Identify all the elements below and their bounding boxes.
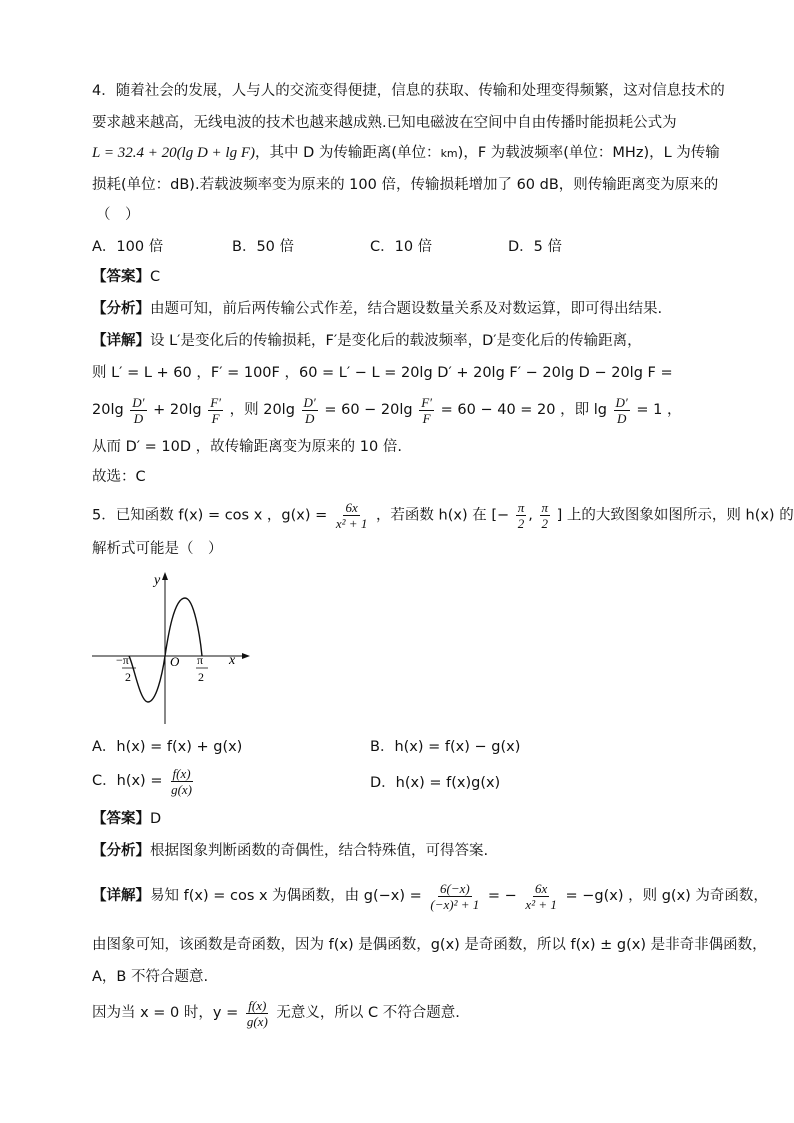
fraction-fg [169,766,194,797]
q4-stem-line1: 4．随着社会的发展，人与人的交流变得便捷，信息的获取、传输和处理变得频繁，这对信息技术的 [92,83,725,99]
text-seg: + 20lg [153,402,202,418]
text-seg: ] 上的大致图象如图所示，则 h(x) 的 [556,507,794,524]
text-seg: ，则 20lg [229,402,295,418]
neg-pi-label: −π [116,653,129,667]
frac-den: D [304,410,315,426]
detail-tag: 【详解】 [92,333,150,349]
fraction-d [302,395,318,426]
q4-stem-line2: 要求越来越高，无线电波的技术也越来越成熟.已知电磁波在空间中自由传播时能损耗公式为 [92,115,677,131]
q4-answer [92,266,160,288]
q5-option-d: D．h(x) = f(x)g(x) [370,775,501,791]
function-graph [92,566,252,726]
x-axis-arrow [242,653,250,659]
text-seg: = 60 − 40 = 20 ，即 lg [440,402,607,418]
q5-stem-line2: 解析式可能是（ ） [92,541,223,557]
frac-num: D′ [132,394,145,410]
q5-option-a: A．h(x) = f(x) + g(x) [92,739,243,755]
q4-option-a: A．100 倍 [92,239,164,255]
frac-num: f(x) [248,997,267,1013]
q4-stem-line3 [92,142,720,165]
q5-detail-line2: 由图象可知，该函数是奇函数，因为 f(x) 是偶函数，g(x) 是奇函数，所以 f(x) ± g(x) 是非奇非偶函数， [92,937,767,953]
q4-stem-line4: 损耗(单位：dB).若载波频率变为原来的 100 倍，传输损耗增加了 60 dB，则传输距离变为原来的 [92,177,719,193]
analysis-text: 由题可知，前后两传输公式作差，结合题设数量关系及对数运算，即可得出结果. [150,301,663,317]
pos-pi-label: π [197,653,204,667]
analysis-text: 根据图象判断函数的奇偶性，结合特殊值，可得答案. [150,843,489,859]
frac-num: F′ [421,394,433,410]
fraction-f [419,395,434,426]
q4-option-d: D．5 倍 [508,239,562,255]
frac-den: 2 [517,516,525,531]
q4-detail-line2: 则 L′ = L + 60 ，F′ = 100F ，60 = L′ − L = 20lg D′ + 20lg F′ − 20lg D − 20lg F = [92,365,673,381]
q4-detail-line1 [92,330,642,352]
frac-num: F′ [210,394,221,410]
q4-paren: （ ） [96,207,140,223]
text-seg: = −g(x) ，则 g(x) 为奇函数， [565,888,768,904]
answer-value: D [150,811,162,827]
neg-two-label: 2 [125,670,131,684]
text-seg: = 60 − 20lg [324,402,413,418]
q5-stem-line1: 5．已知函数 f(x) = cos x ，g(x) = $\frac{6x}{\text{x² + 1}}$ ，若函数 h(x) 在 [− $\frac{\pi}{2}$ , $\frac{\pi}{2}$ ] 上的大致图象如图所示，则 h(x) 的 [92,500,794,531]
frac-den: D [616,410,627,426]
frac-num: D′ [615,394,628,410]
frac-den: g(x) [171,781,193,797]
q5-answer [92,808,161,830]
text-seg: ，若函数 h(x) 在 [− [375,507,510,524]
text-seg: 无意义，所以 C 不符合题意. [276,1005,460,1021]
frac-den: x² + 1 [525,896,557,912]
q4-detail-line3 [92,392,681,428]
frac-num: f(x) [172,765,191,781]
q4-stem-line3-end: )，F 为载波频率(单位：MHz)，L 为传输 [457,145,720,161]
detail-text: 设 L′是变化后的传输损耗，F′是变化后的载波频率，D′是变化后的传输距离， [150,333,642,349]
fraction-pi [540,500,551,531]
text-seg: 易知 f(x) = cos x 为偶函数，由 g(−x) = [150,888,422,904]
q5-option-b: B．h(x) = f(x) − g(x) [370,739,521,755]
fraction-g-neg [428,881,481,912]
fraction-f [208,395,223,426]
answer-tag: 【答案】 [92,269,150,285]
answer-tag: 【答案】 [92,811,150,827]
q5-detail-line1 [92,878,768,914]
fraction-pi [516,500,527,531]
text-seg: 20lg [92,402,124,418]
answer-value: C [150,269,161,285]
frac-num: D′ [303,394,316,410]
q4-option-b: B．50 倍 [232,239,295,255]
frac-den: (−x)² + 1 [430,896,480,912]
fraction-d [130,395,146,426]
q5-detail-line4 [92,996,460,1030]
frac-den: F [422,410,431,426]
q4-analysis [92,298,662,320]
text-seg: = 1 ， [636,402,682,418]
text-seg: C．h(x) = [92,773,163,789]
frac-num: π [517,500,525,515]
y-axis-arrow [162,572,168,580]
fraction-d [614,395,630,426]
analysis-tag: 【分析】 [92,843,150,859]
text-seg: 因为当 x = 0 时，y = [92,1005,239,1021]
y-label: y [154,573,161,588]
q4-stem-line3-mid: ，其中 D 为传输距离(单位： [255,145,441,161]
pos-two-label: 2 [198,670,204,684]
fraction-fg [245,998,270,1029]
frac-den: x² + 1 [335,516,368,531]
frac-num: 6x [535,880,548,896]
q4-detail-line4: 从而 D′ = 10D ，故传输距离变为原来的 10 倍. [92,439,402,455]
frac-num: 6x [345,500,358,515]
frac-num: 6(−x) [439,880,470,896]
frac-den: D [133,410,144,426]
origin-label: O [170,654,180,669]
q5-option-c [92,764,196,798]
text-seg: 5．已知函数 f(x) = cos x ，g(x) = [92,507,328,524]
frac-den: 2 [541,516,548,531]
detail-tag: 【详解】 [92,888,150,904]
fraction-g [523,881,558,912]
q5-analysis [92,840,488,862]
q4-option-c: C．10 倍 [370,239,433,255]
x-label: x [229,653,236,668]
loss-formula: L = 32.4 + 20(lg D + lg F) [92,145,256,161]
q5-detail-line3: A，B 不符合题意. [92,969,209,985]
q4-conclusion: 故选：C [92,469,146,485]
text-seg: = − [487,888,517,904]
frac-den: F [211,410,220,426]
frac-den: g(x) [246,1013,268,1029]
fraction-g [334,500,369,531]
km-unit: km [440,147,458,160]
analysis-tag: 【分析】 [92,301,150,317]
frac-num: π [541,500,549,515]
